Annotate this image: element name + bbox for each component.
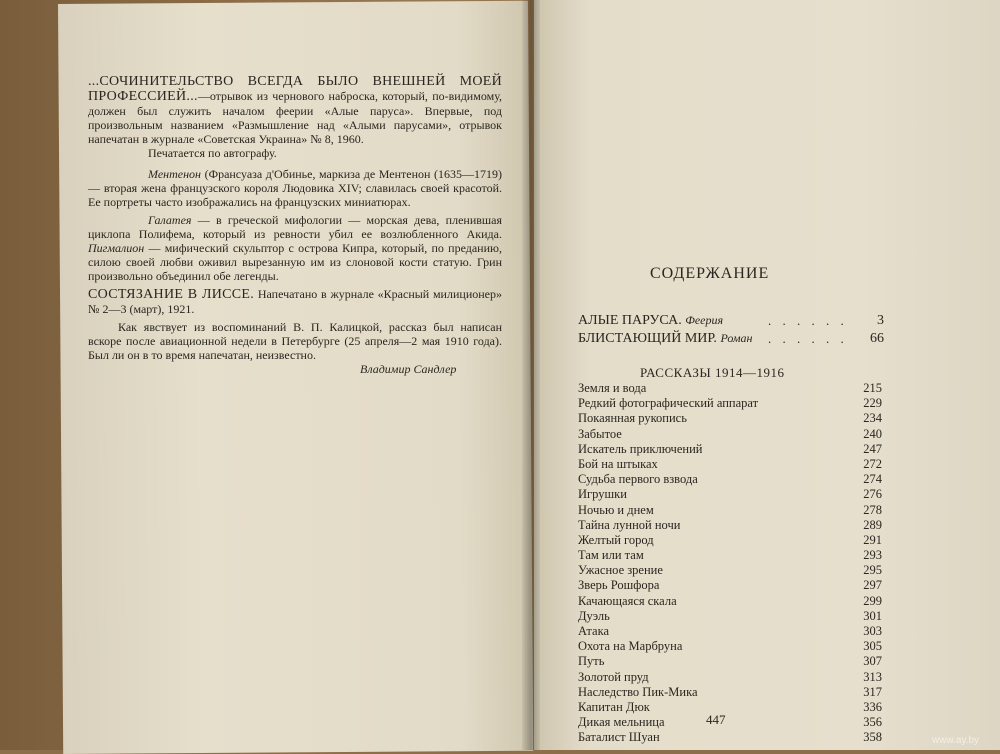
toc-story-item <box>578 730 882 745</box>
toc-story-item <box>578 442 882 457</box>
toc-story-item <box>578 639 882 654</box>
toc-story-item <box>578 548 882 563</box>
toc-story-item <box>578 700 882 715</box>
toc-story-page: 303 <box>863 624 882 638</box>
toc-main-entry-2-page: 66 <box>870 331 884 346</box>
note-sochinitelstvo-body: —отрывок из чернового наброска, который, по-видимому, должен был служить началом феерии «Алые паруса». Впервые, под произвольным названием «Размышление над «Алыми парусами», отрывок напечатан в журнале «Советская Украина» № 8, 1960. <box>88 89 502 146</box>
author-signature: Владимир Сандлер <box>360 362 457 376</box>
toc-story-title: Редкий фотографический аппарат <box>578 396 759 411</box>
toc-story-page: 215 <box>863 381 882 395</box>
toc-story-item <box>578 654 882 669</box>
toc-story-item <box>578 624 882 639</box>
toc-story-page: 313 <box>863 669 882 684</box>
note-sochinitelstvo <box>88 74 502 146</box>
toc-story-page: 291 <box>863 532 882 547</box>
toc-story-item <box>578 685 882 700</box>
toc-story-item <box>578 533 882 548</box>
toc-story-page: 240 <box>863 426 882 441</box>
toc-story-item <box>578 411 882 426</box>
book-gutter <box>522 0 540 750</box>
toc-story-title: Золотой пруд <box>578 669 649 684</box>
toc-story-title: Путь <box>578 654 605 669</box>
toc-story-page: 289 <box>863 517 882 532</box>
toc-story-item <box>578 457 882 472</box>
toc-story-title: Искатель приключений <box>578 441 703 456</box>
toc-main-entry-1-page: 3 <box>877 313 884 328</box>
toc-story-page: 297 <box>863 578 882 593</box>
toc-main-entry-1-genre: Феерия <box>685 313 724 327</box>
toc-story-page: 295 <box>863 563 882 578</box>
toc-main-entry-1-dots: . . . . . . <box>768 313 848 328</box>
toc-story-title: Желтый город <box>578 532 654 547</box>
toc-main-entry-1-title: АЛЫЕ ПАРУСА. <box>578 313 682 328</box>
toc-story-item <box>578 518 882 533</box>
pygmalion-name: Пигмалион <box>88 241 145 255</box>
section-heading-stories: РАССКАЗЫ 1914—1916 <box>640 365 785 380</box>
printed-from-note: Печатается по автографу. <box>148 146 277 160</box>
toc-main-entry-2-genre: Роман <box>720 331 753 345</box>
toc-story-title: Ночью и днем <box>578 502 654 517</box>
galatea-text: — в греческой мифологии — морская дева, пленившая циклопа Полифема, который из ревности убил ее возлюбленного Акида. <box>88 213 502 241</box>
toc-story-title: Ужасное зрение <box>578 563 663 578</box>
toc-story-page: 336 <box>863 699 882 714</box>
toc-story-title: Игрушки <box>578 487 627 502</box>
toc-story-title: Атака <box>578 624 609 638</box>
galatea-name: Галатея <box>148 213 192 227</box>
toc-story-page: 293 <box>863 548 882 563</box>
toc-story-page: 358 <box>863 730 882 745</box>
toc-story-item <box>578 563 882 578</box>
toc-story-item <box>578 427 882 442</box>
toc-stories-list <box>578 381 882 746</box>
pygmalion-text: — мифический скульптор с острова Кипра, который, по преданию, силою своей любви оживил вырезанную им из слоновой кости статую. Грин произвольно объединил обе легенды. <box>88 241 502 283</box>
toc-story-title: Капитан Дюк <box>578 699 650 714</box>
toc-story-item <box>578 487 882 502</box>
toc-story-item <box>578 472 882 487</box>
toc-story-title: Там или там <box>578 548 644 563</box>
toc-story-page: 234 <box>863 411 882 426</box>
toc-story-item <box>578 503 882 518</box>
toc-main-entry-2-dots: . . . . . . <box>768 331 848 346</box>
site-watermark: www.ay.by <box>932 735 980 746</box>
toc-story-page: 301 <box>863 608 882 623</box>
toc-title: СОДЕРЖАНИЕ <box>650 265 770 282</box>
toc-story-title: Баталист Шуан <box>578 730 660 745</box>
toc-story-page: 305 <box>863 639 882 654</box>
toc-story-page: 276 <box>863 487 882 502</box>
toc-story-title: Качающаяся скала <box>578 593 677 608</box>
toc-story-title: Земля и вода <box>578 381 647 395</box>
toc-main-entry-1 <box>578 313 884 331</box>
toc-story-title: Дуэль <box>578 608 610 623</box>
toc-story-item <box>578 670 882 685</box>
toc-story-page: 278 <box>863 502 882 517</box>
toc-story-page: 317 <box>863 684 882 699</box>
toc-story-title: Наследство Пик-Мика <box>578 684 698 699</box>
toc-story-item <box>578 578 882 593</box>
maintenon-name: Ментенон <box>148 167 202 181</box>
toc-story-page: 274 <box>863 472 882 487</box>
toc-story-item <box>578 396 882 411</box>
toc-story-title: Бой на штыках <box>578 456 658 471</box>
toc-story-page: 307 <box>863 654 882 669</box>
toc-story-title: Зверь Рошфора <box>578 578 660 593</box>
toc-main-entry-2-title: БЛИСТАЮЩИЙ МИР. <box>578 331 717 346</box>
toc-story-title: Охота на Марбруна <box>578 639 683 654</box>
toc-story-page: 247 <box>863 441 882 456</box>
note-sostyazanie-para2: Как явствует из воспоминаний В. П. Калицкой, рассказ был написан вскоре после авиационной недели в Петербурге (25 апреля—2 мая 1910 года). Был ли он в то время напечатан, неизвестно. <box>88 320 502 362</box>
note-sostyazanie <box>88 287 502 316</box>
toc-main-entry-2 <box>578 331 884 349</box>
note-maintenon <box>88 167 502 209</box>
toc-story-page: 229 <box>863 396 882 411</box>
toc-story-item <box>578 609 882 624</box>
toc-story-page: 356 <box>863 715 882 730</box>
toc-story-page: 299 <box>863 593 882 608</box>
note-galatea <box>88 213 502 283</box>
toc-story-title: Судьба первого взвода <box>578 472 698 487</box>
note-sochinitelstvo-heading: ...СОЧИНИТЕЛЬСТВО ВСЕГДА БЫЛО ВНЕШНЕЙ МОЕЙ ПРОФЕССИЕЙ... <box>88 74 502 104</box>
toc-story-item <box>578 381 882 396</box>
toc-story-title: Тайна лунной ночи <box>578 517 681 532</box>
toc-story-title: Забытое <box>578 426 622 441</box>
toc-story-item <box>578 715 882 730</box>
note-sostyazanie-body: Напечатано в журнале «Красный милиционер» № 2—3 (март), 1921. <box>88 287 502 316</box>
toc-story-item <box>578 594 882 609</box>
page-number: 447 <box>706 712 726 727</box>
toc-story-title: Дикая мельница <box>578 715 665 730</box>
note-sostyazanie-heading: СОСТЯЗАНИЕ В ЛИССЕ. <box>88 287 255 302</box>
maintenon-text: (Франсуаза д'Обинье, маркиза де Ментенон (1635—1719) — вторая жена французского короля Людовика XIV; славилась своей красотой. Ее портреты часто изображались на французских миниатюрах. <box>88 167 502 209</box>
toc-story-page: 272 <box>863 456 882 471</box>
toc-story-title: Покаянная рукопись <box>578 411 687 426</box>
